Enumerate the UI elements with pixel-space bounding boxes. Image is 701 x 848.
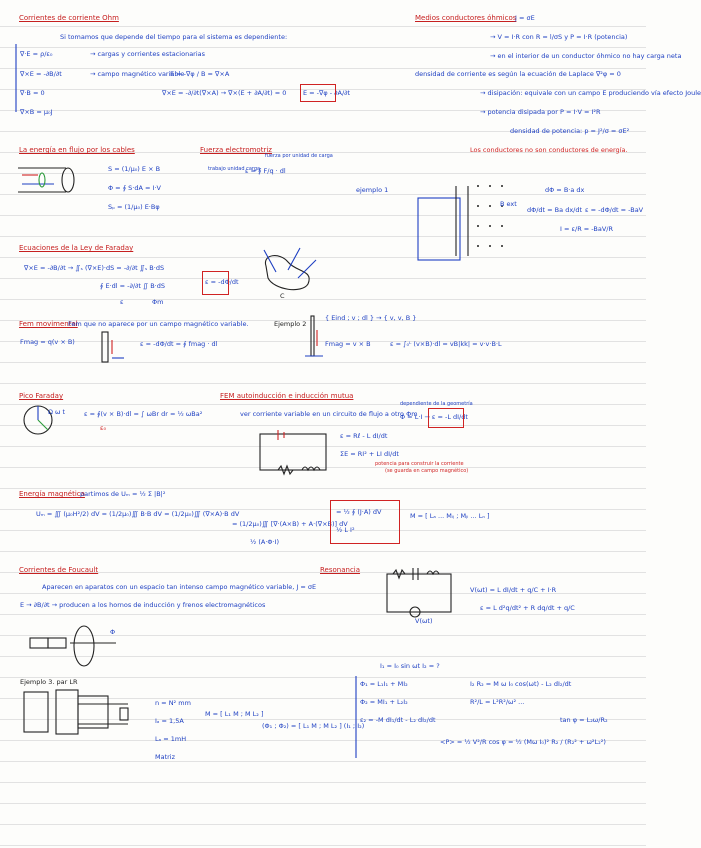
text-line-red: Los conductores no son conductores de energía. xyxy=(470,146,628,154)
equation: ε₂ = -M dI₁/dt - L₂ dI₂/dt xyxy=(360,716,436,724)
equation: ½ (A·Φ·I) xyxy=(250,538,280,546)
equation: partimos de Uₘ = ½ Σ |B|² xyxy=(80,490,166,498)
equation: ∇×E = -∂/∂t(∇×A) → ∇×(E + ∂A/∂t) = 0 xyxy=(162,89,287,97)
magnet-diagram xyxy=(28,624,118,674)
text-line: → cargas y corrientes estacionarias xyxy=(90,50,206,58)
equation: Φ₁ = L₁I₁ + MI₂ xyxy=(360,680,408,688)
equation: <P> = ½ V²/R cos φ = ½ (Mω I₀)² R₂ / (R₂² + ω²L₂²) xyxy=(440,738,606,746)
equation: ε = -dΦ/dt xyxy=(205,278,239,286)
text-line: → potencia disipada por P = I·V = I²R xyxy=(480,108,601,116)
rl-circuit xyxy=(258,428,330,474)
equation: tan φ = L₂ω/R₂ xyxy=(560,716,608,724)
label: Matriz xyxy=(155,753,176,761)
text-line: Si tomamos que depende del tiempo para el sistema es dependiente: xyxy=(60,33,288,41)
rod-diagram xyxy=(303,312,325,362)
equation: ε = ∫₀ᴸ (v×B)·dl = vB|kk| = v·v·B·L xyxy=(390,340,502,348)
transformer-diagram xyxy=(16,684,136,740)
equation: S = (1/μ₀) E × B xyxy=(108,165,161,173)
highlight-box xyxy=(202,271,229,295)
text-line: Aparecen en aparatos con un espacio tan intenso campo magnético variable, J = σE xyxy=(42,583,317,591)
equation: = (1/2μ₀)∭ [∇·(A×B) + A·(∇×B)] dV xyxy=(232,520,348,528)
heading-fem: Fuerza electromotriz xyxy=(200,146,272,154)
equation: dΦ/dt = Ba dx/dt xyxy=(527,206,583,214)
equation: E = -∇φ / B = ∇×A xyxy=(170,70,230,78)
vertical-divider xyxy=(354,676,358,758)
example-label: Ejemplo 2 xyxy=(274,320,307,328)
equation: = ½ ∮ (J·A) dV xyxy=(336,508,382,516)
annotation: trabajo unidad carga xyxy=(208,166,261,172)
equation: Φ = L·I → ε = -L dI/dt xyxy=(400,413,468,421)
label: Φ xyxy=(110,628,116,636)
equation: ε = -dΦ/dt = ∮ fmag · dl xyxy=(140,340,218,348)
text-line: → campo magnético variable xyxy=(90,70,185,78)
example-label: Ejemplo 3. par LR xyxy=(20,678,78,686)
text-line: → V = I·R con R = l/σS y P = I·R (potencia) xyxy=(490,33,628,41)
matrix: (Φ₁ ; Φ₂) = [ L₁ M ; M L₂ ] (I₁ ; I₂) xyxy=(262,722,365,730)
highlight-box xyxy=(428,408,464,428)
heading-resonancia: Resonancia xyxy=(320,566,361,574)
equation: ∇·B = 0 xyxy=(20,89,45,97)
equation: ∇×B = μ₀J xyxy=(20,108,53,116)
heading-foucault: Corrientes de Foucault xyxy=(19,566,99,574)
surface-diagram xyxy=(258,248,318,294)
text-line: ver corriente variable en un circuito de flujo a otro Φm xyxy=(240,410,418,418)
highlight-box xyxy=(300,84,336,102)
heading-pico-faraday: Pico Faraday xyxy=(19,392,64,400)
equation: ∇×E = -∂B/∂t xyxy=(20,70,62,78)
equation: densidad de potencia: p = J²/σ = σE² xyxy=(510,127,630,135)
heading-autoinduccion: FEM autoinducción e inducción mutua xyxy=(220,392,354,400)
equation: V(ωt) = L dI/dt + q/C + I·R xyxy=(470,586,557,594)
equation: Φ = ∮ S·dA = I·V xyxy=(108,184,161,192)
bar-diagram xyxy=(100,330,126,366)
equation: E = -∇φ - ∂A/∂t xyxy=(303,89,351,97)
equation: J = σE xyxy=(515,14,535,22)
annotation-red: potencia para construir la corriente xyxy=(375,461,464,467)
equation: R²/L = L²R²/ω² ... xyxy=(470,698,525,706)
equation: { Eind ; v ; dl } → { v, v, B } xyxy=(325,314,417,322)
label: C xyxy=(280,292,285,300)
equation: ∮ E·dl = -∂/∂t ∬ B·dS xyxy=(100,282,165,290)
text-line: Fem que no aparece por un campo magnético variable. xyxy=(68,320,249,328)
label: V(ωt) xyxy=(415,617,433,625)
equation: I₂ R₂ = M ω I₀ cos(ωt) - L₂ dI₂/dt xyxy=(470,680,572,688)
equation: I₁ = I₀ sin ωt I₂ = ? xyxy=(380,662,440,670)
rlc-circuit xyxy=(385,566,455,618)
label: Ω ω t xyxy=(48,408,66,416)
matrix: M = [ L₁ M ; M L₂ ] xyxy=(205,710,264,718)
label: ε xyxy=(120,298,124,306)
annotation-red: (se guarda en campo magnético) xyxy=(385,468,469,474)
annotation: dependiente de la geometría xyxy=(400,401,473,407)
equation: Uₘ = ∭ (μ₀H²/2) dV = (1/2μ₀)∭ B·B dV = (1/2μ₀)∭ (∇×A)·B dV xyxy=(36,510,240,518)
equation: ε = ∮ F/q · dl xyxy=(245,167,286,175)
label-red: ε₀ xyxy=(100,424,107,432)
heading-corrientes-ohm: Corrientes de corriente Ohm xyxy=(19,14,119,22)
text-line: → en el interior de un conductor óhmico no hay carga neta xyxy=(490,52,682,60)
equation: ε = L d²q/dt² + R dq/dt + q/C xyxy=(480,604,575,612)
equation: ½ L I² xyxy=(336,526,355,534)
equation: ε = ∮(v × B)·dl = ∫ ωBr dr = ½ ωBa² xyxy=(84,410,203,418)
heading-energia-cables: La energía en flujo por los cables xyxy=(19,146,135,154)
label: Φm xyxy=(152,298,164,306)
equation: n = N² mm xyxy=(155,699,191,707)
equation: I = ε/R = -BaV/R xyxy=(560,225,614,233)
equation: Sₚ = (1/μ₀) E·Bφ xyxy=(108,203,160,211)
equation: Φ₂ = MI₁ + L₂I₂ xyxy=(360,698,408,706)
text-line: E → ∂B/∂t → producen a los hornos de inducción y frenos electromagnéticos xyxy=(20,601,266,609)
equation: ε = Rℓ - L dI/dt xyxy=(340,432,388,440)
label: B ext xyxy=(500,200,517,208)
heading-energia-magnetica: Energía magnética xyxy=(19,490,85,498)
equation: ∇·E = ρ/ε₀ xyxy=(20,50,53,58)
heading-medios-ohmicos: Medios conductores óhmicos xyxy=(415,14,517,22)
annotation: fuerza por unidad de carga xyxy=(265,153,333,159)
equation: ΣE = RI² + LI dI/dt xyxy=(340,450,399,458)
heading-fem-movimental: Fem movimental xyxy=(19,320,78,328)
equation: dΦ = B·a dx xyxy=(545,186,585,194)
left-bracket xyxy=(14,44,18,112)
equation: Iₐ = 1,5A xyxy=(155,717,184,725)
heading-faraday: Ecuaciones de la Ley de Faraday xyxy=(19,244,134,252)
equation: ε = -dΦ/dt = -BaV xyxy=(585,206,644,214)
cable-diagram xyxy=(18,160,88,200)
matrix: M = [ Lₐ ... Mᵢⱼ ; Mⱼᵢ ... Lₙ ] xyxy=(410,512,490,520)
equation: Fmag = v × B xyxy=(325,340,371,348)
text-line: densidad de corriente es según la ecuación de Laplace ∇²φ = 0 xyxy=(415,70,621,78)
example-label: ejemplo 1 xyxy=(356,186,389,194)
highlight-box xyxy=(330,500,400,544)
text-line: → disipación: equivale con un campo E produciendo vía efecto Joule xyxy=(480,89,701,97)
equation: ∇×E = -∂B/∂t → ∬ₛ (∇×E)·dS = -∂/∂t ∬ₛ B·dS xyxy=(24,264,165,272)
equation: Lₐ = 1mH xyxy=(155,735,187,743)
rail-diagram xyxy=(418,176,510,262)
equation: Fmag = q(v × B) xyxy=(20,338,75,346)
